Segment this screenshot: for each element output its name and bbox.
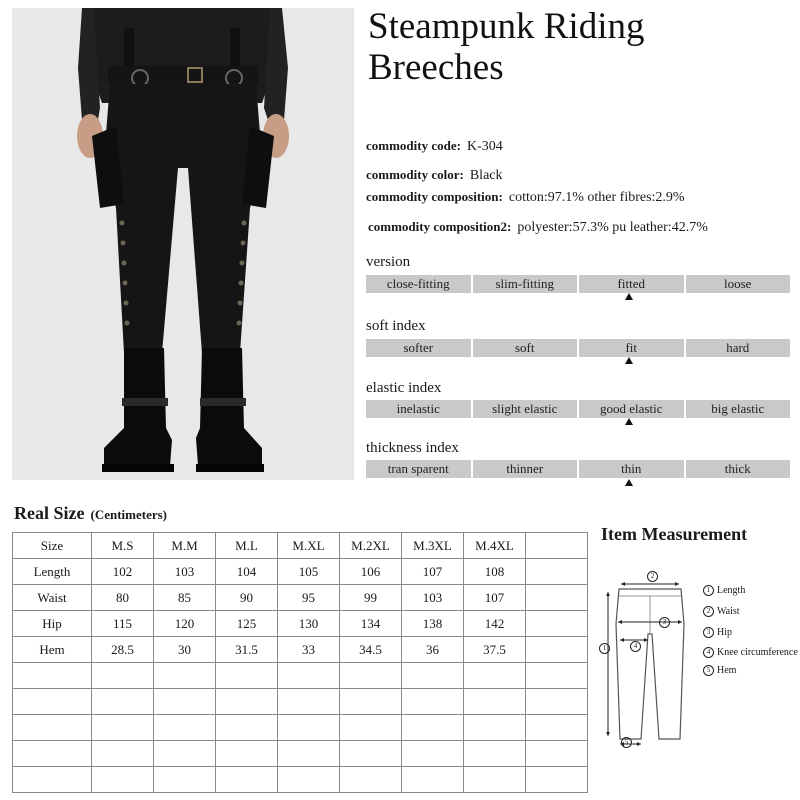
table-cell: 85 <box>154 585 216 611</box>
table-cell: 130 <box>278 611 340 637</box>
table-cell: 106 <box>340 559 402 585</box>
thickness-index-bar <box>366 460 790 478</box>
legend-number: 3 <box>703 627 714 638</box>
legend-label: Length <box>717 585 746 596</box>
table-cell <box>278 767 340 793</box>
table-cell <box>154 663 216 689</box>
marker-knee <box>630 641 644 652</box>
product-photo <box>12 8 354 480</box>
table-cell: 36 <box>402 637 464 663</box>
spec-label: commodity code: <box>366 138 461 153</box>
table-cell: M.3XL <box>402 533 464 559</box>
table-cell <box>92 689 154 715</box>
table-cell <box>340 767 402 793</box>
table-cell <box>340 663 402 689</box>
table-cell <box>402 767 464 793</box>
breeches-model-illustration <box>12 8 354 480</box>
table-cell <box>154 689 216 715</box>
table-cell <box>526 637 588 663</box>
marker-waist <box>647 571 661 582</box>
index-option: hard <box>686 339 791 357</box>
table-row <box>13 715 588 741</box>
table-row <box>13 637 588 663</box>
table-cell <box>526 559 588 585</box>
table-cell <box>402 741 464 767</box>
spec-value: cotton:97.1% other fibres:2.9% <box>508 190 685 205</box>
spec-label: commodity composition2: <box>368 219 512 234</box>
table-row <box>13 741 588 767</box>
index-option: loose <box>686 275 791 293</box>
table-cell <box>526 611 588 637</box>
index-option: big elastic <box>686 400 791 418</box>
marker-number: 1 <box>599 643 610 654</box>
table-cell <box>216 715 278 741</box>
index-option: soft <box>473 339 578 357</box>
legend-item-knee <box>703 647 798 658</box>
legend-item-hip <box>703 627 732 638</box>
table-cell: 33 <box>278 637 340 663</box>
table-cell: 90 <box>216 585 278 611</box>
marker-number: 2 <box>647 571 658 582</box>
soft-index-bar <box>366 339 790 357</box>
index-option: inelastic <box>366 400 471 418</box>
table-cell <box>216 689 278 715</box>
table-cell: 103 <box>154 559 216 585</box>
elastic-index-title: elastic index <box>366 380 442 396</box>
table-cell <box>526 689 588 715</box>
table-cell <box>278 715 340 741</box>
table-cell: 37.5 <box>464 637 526 663</box>
table-cell <box>402 663 464 689</box>
table-cell: 107 <box>402 559 464 585</box>
table-cell <box>13 663 92 689</box>
version-index-bar <box>366 275 790 293</box>
product-title-line1: Steampunk Riding <box>368 6 645 47</box>
table-cell <box>526 741 588 767</box>
table-cell: 99 <box>340 585 402 611</box>
index-option: thick <box>686 460 791 478</box>
spec-composition <box>366 189 685 206</box>
legend-number: 1 <box>703 585 714 596</box>
table-cell <box>526 767 588 793</box>
legend-item-hem <box>703 665 736 676</box>
index-option: thinner <box>473 460 578 478</box>
version-selected-marker-icon <box>625 293 633 300</box>
table-cell: Length <box>13 559 92 585</box>
table-row <box>13 611 588 637</box>
table-cell <box>92 663 154 689</box>
legend-label: Waist <box>717 606 740 617</box>
table-cell: Hem <box>13 637 92 663</box>
index-option: softer <box>366 339 471 357</box>
index-option: close-fitting <box>366 275 471 293</box>
marker-number: 5 <box>621 737 632 748</box>
marker-hem <box>621 737 635 748</box>
table-cell: 103 <box>402 585 464 611</box>
table-cell: 95 <box>278 585 340 611</box>
legend-item-length <box>703 585 745 596</box>
version-index-title: version <box>366 254 411 270</box>
table-cell <box>154 741 216 767</box>
table-cell <box>154 715 216 741</box>
table-cell <box>526 715 588 741</box>
table-cell: 102 <box>92 559 154 585</box>
table-cell <box>526 585 588 611</box>
product-title-line2: Breeches <box>368 47 504 88</box>
table-cell: 104 <box>216 559 278 585</box>
table-cell <box>154 767 216 793</box>
marker-number: 3 <box>659 617 670 628</box>
table-cell <box>464 767 526 793</box>
table-row <box>13 663 588 689</box>
table-cell <box>526 663 588 689</box>
table-cell: 138 <box>402 611 464 637</box>
table-row <box>13 559 588 585</box>
spec-composition2 <box>368 219 708 236</box>
marker-number: 4 <box>630 641 641 652</box>
table-cell: M.4XL <box>464 533 526 559</box>
table-cell <box>216 767 278 793</box>
table-cell <box>340 689 402 715</box>
table-cell: Size <box>13 533 92 559</box>
index-option: slim-fitting <box>473 275 578 293</box>
table-cell: 125 <box>216 611 278 637</box>
legend-number: 2 <box>703 606 714 617</box>
table-cell <box>526 533 588 559</box>
product-title <box>368 6 644 88</box>
index-option: thin <box>579 460 684 478</box>
table-cell: Hip <box>13 611 92 637</box>
table-cell: M.S <box>92 533 154 559</box>
marker-length <box>599 643 613 654</box>
index-option: fitted <box>579 275 684 293</box>
elastic-index-bar <box>366 400 790 418</box>
legend-number: 4 <box>703 647 714 658</box>
real-size-title <box>14 503 167 524</box>
table-cell: Waist <box>13 585 92 611</box>
table-cell <box>340 715 402 741</box>
table-cell: M.2XL <box>340 533 402 559</box>
table-cell <box>13 689 92 715</box>
spec-value: Black <box>469 168 503 183</box>
index-option: fit <box>579 339 684 357</box>
table-cell: 142 <box>464 611 526 637</box>
spec-value: K-304 <box>466 139 503 154</box>
table-cell <box>402 689 464 715</box>
table-cell <box>464 689 526 715</box>
table-cell <box>464 741 526 767</box>
elastic-selected-marker-icon <box>625 418 633 425</box>
table-cell: 31.5 <box>216 637 278 663</box>
table-cell <box>92 741 154 767</box>
table-cell <box>216 741 278 767</box>
table-cell: M.L <box>216 533 278 559</box>
legend-label: Hem <box>717 665 737 676</box>
size-table <box>12 532 588 793</box>
table-cell: 120 <box>154 611 216 637</box>
table-cell <box>340 741 402 767</box>
table-cell <box>216 663 278 689</box>
index-option: tran sparent <box>366 460 471 478</box>
spec-color <box>366 167 503 184</box>
index-option: slight elastic <box>473 400 578 418</box>
index-option: good elastic <box>579 400 684 418</box>
legend-label: Knee circumference <box>717 647 798 658</box>
soft-index-title: soft index <box>366 318 426 334</box>
table-cell <box>92 715 154 741</box>
marker-hip <box>659 617 673 628</box>
table-cell <box>13 741 92 767</box>
pants-measurement-diagram <box>596 564 696 754</box>
spec-label: commodity color: <box>366 167 464 182</box>
soft-selected-marker-icon <box>625 357 633 364</box>
table-cell: M.XL <box>278 533 340 559</box>
table-header-row <box>13 533 588 559</box>
table-cell: 34.5 <box>340 637 402 663</box>
table-cell <box>13 767 92 793</box>
table-cell: 107 <box>464 585 526 611</box>
table-row <box>13 585 588 611</box>
table-cell: 28.5 <box>92 637 154 663</box>
item-measurement-title: Item Measurement <box>601 524 748 544</box>
table-row <box>13 689 588 715</box>
table-cell <box>278 663 340 689</box>
table-cell: 30 <box>154 637 216 663</box>
table-cell: M.M <box>154 533 216 559</box>
table-cell <box>13 715 92 741</box>
table-row <box>13 767 588 793</box>
real-size-heading: Real Size <box>14 503 85 523</box>
spec-code <box>366 138 503 155</box>
table-cell <box>278 689 340 715</box>
table-cell <box>464 663 526 689</box>
table-cell <box>92 767 154 793</box>
table-cell: 80 <box>92 585 154 611</box>
spec-value: polyester:57.3% pu leather:42.7% <box>517 220 708 235</box>
thickness-selected-marker-icon <box>625 479 633 486</box>
table-cell: 105 <box>278 559 340 585</box>
real-size-unit: (Centimeters) <box>90 507 167 522</box>
table-cell: 115 <box>92 611 154 637</box>
table-cell: 134 <box>340 611 402 637</box>
table-cell <box>402 715 464 741</box>
legend-item-waist <box>703 606 740 617</box>
legend-number: 5 <box>703 665 714 676</box>
legend-label: Hip <box>717 627 732 638</box>
table-cell <box>464 715 526 741</box>
spec-label: commodity composition: <box>366 189 503 204</box>
table-cell: 108 <box>464 559 526 585</box>
thickness-index-title: thickness index <box>366 440 459 456</box>
table-cell <box>278 741 340 767</box>
